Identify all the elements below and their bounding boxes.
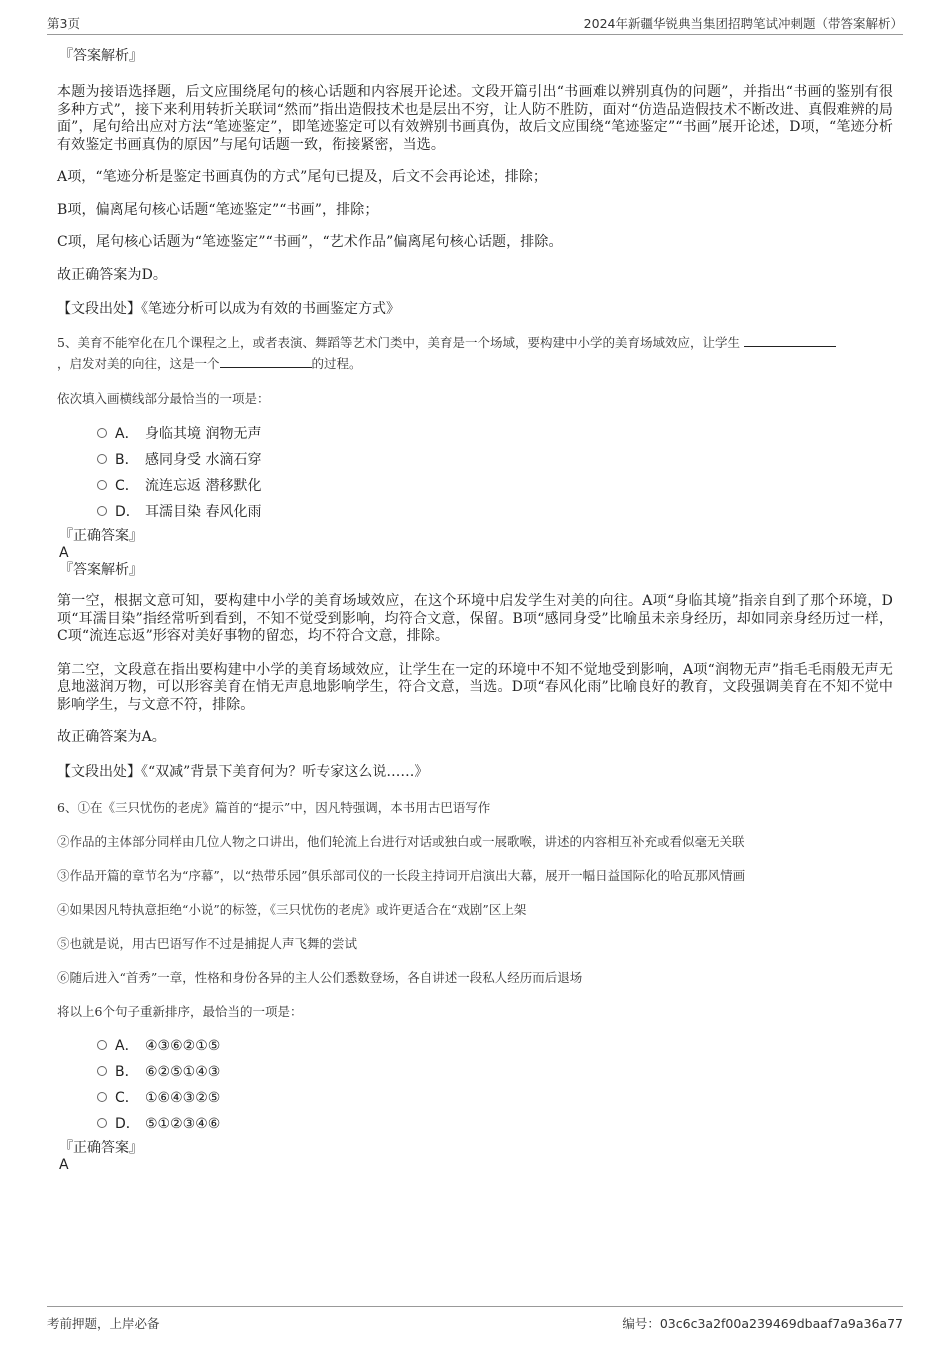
document-title: 2024年新疆华锐典当集团招聘笔试冲刺题（带答案解析） [583,16,903,31]
q4-analysis-paragraph: 故正确答案为D。 [57,266,168,283]
q5-option-a[interactable]: A． 身临其境 润物无声 [97,421,893,447]
radio-icon[interactable] [97,1040,107,1050]
q4-analysis-paragraph: C项，尾句核心话题为“笔迹鉴定”“书画”，“艺术作品”偏离尾句核心话题，排除。 [57,234,563,250]
q6-sentence: ③作品开篇的章节名为“序幕”，以“热带乐园”俱乐部司仪的一长段主持词开启演出大幕，展开一幅日益国际化的哈瓦那风情画 [57,867,746,883]
document-body [57,42,893,1174]
q4-analysis-paragraph: A项，“笔迹分析是鉴定书画真伪的方式”尾句已提及，后文不会再论述，排除； [57,169,548,185]
q6-sentence: ④如果因凡特执意拒绝“小说”的标签，《三只忧伤的老虎》或许更适合在“戏剧”区上架 [57,901,527,917]
q5-source: 【文段出处】《“双减”背景下美育何为？听专家这么说……》 [57,763,429,780]
q6-sentence: ⑥随后进入“首秀”一章，性格和身份各异的主人公们悉数登场，各自讲述一段私人经历而后退场 [57,969,583,985]
q6-sentence: 6、①在《三只忧伤的老虎》篇首的“提示”中，因凡特强调，本书用古巴语写作 [57,799,491,815]
q5-stem [57,332,893,374]
q6-options [97,1033,893,1137]
q6-answer-heading: 『正确答案』 [59,1139,143,1156]
q5-stem-part: 的过程。 [311,356,362,371]
q5-options [97,421,893,525]
q5-analysis-paragraph: 故正确答案为A。 [57,729,166,745]
q6-option-a[interactable]: A． ④③⑥②①⑤ [97,1033,893,1059]
q5-analysis-paragraph: 第二空，文段意在指出要构建中小学的美育场域效应，让学生在一定的环境中不知不觉地受到影响，A项“润物无声”指毛毛雨般无声无息地滋润万物，可以形容美育在悄无声息地影响学生，符合文意，当选。D项“春风化雨”比喻良好的教育，文段强调美育在不知不觉中影响学生，与文意不符，排除。 [57,661,893,713]
q5-option-c[interactable]: C． 流连忘返 潜移默化 [97,473,893,499]
radio-icon[interactable] [97,1092,107,1102]
page-footer [47,1306,903,1331]
radio-icon[interactable] [97,1118,107,1128]
radio-icon[interactable] [97,454,107,464]
q4-analysis-heading: 『答案解析』 [59,48,143,64]
q5-stem-part: ，启发对美的向往，这是一个 [57,356,220,371]
q5-stem-part: 5、美育不能窄化在几个课程之上，或者表演、舞蹈等艺术门类中，美育是一个场域，要构建中小学的美育场域效应，让学生 [57,335,740,350]
q5-answer-value: A [59,545,69,561]
q5-option-d[interactable]: D． 耳濡目染 春风化雨 [97,499,893,525]
q5-answer-heading: 『正确答案』 [59,528,143,544]
q6-sentence: ⑤也就是说，用古巴语写作不过是捕捉人声飞舞的尝试 [57,935,358,951]
q5-analysis-paragraph: 第一空，根据文意可知，要构建中小学的美育场域效应，在这个环境中启发学生对美的向往。A项“身临其境”指亲自到了那个环境，D项“耳濡目染”指经常听到看到，不知不觉受到影响，均符合文意，保留。B项“感同身受”比喻虽未亲身经历，却如同亲身经历过一样，C项“流连忘返”形容对美好事物的留恋，均不符合文意，排除。 [57,593,893,644]
radio-icon[interactable] [97,506,107,516]
q6-option-b[interactable]: B． ⑥②⑤①④③ [97,1059,893,1085]
q6-option-d[interactable]: D． ⑤①②③④⑥ [97,1111,893,1137]
q4-analysis-paragraph: 本题为接语选择题，后文应围绕尾句的核心话题和内容展开论述。文段开篇引出“书画难以辨别真伪的问题”，并指出“书画的鉴别有很多种方式”，接下来利用转折关联词“然而”指出造假技术也是层出不穷，让人防不胜防，面对“仿造品造假技术不断改进、真假难辨的局面”，尾句给出应对方法“笔迹鉴定”，即笔迹鉴定可以有效辨别书画真伪，故后文应围绕“笔迹鉴定”“书画”展开论述，D项，“笔迹分析有效鉴定书画真伪的原因”与尾句话题一致，衔接紧密，当选。 [57,84,893,153]
page-header [47,12,903,35]
q6-prompt: 将以上6个句子重新排序，最恰当的一项是： [57,1003,303,1019]
radio-icon[interactable] [97,480,107,490]
fill-blank-2 [220,355,312,368]
footer-slogan: 考前押题，上岸必备 [47,1316,160,1331]
q5-prompt: 依次填入画横线部分最恰当的一项是： [57,391,270,406]
q6-answer-value: A [59,1156,69,1173]
q4-analysis-paragraph: B项，偏离尾句核心话题“笔迹鉴定”“书画”，排除； [57,201,379,218]
q6-sentence: ②作品的主体部分同样由几位人物之口讲出，他们轮流上台进行对话或独白或一展歌喉，讲述的内容相互补充或看似毫无关联 [57,833,745,849]
page-number: 第3页 [47,16,80,31]
q5-option-b[interactable]: B． 感同身受 水滴石穿 [97,447,893,473]
radio-icon[interactable] [97,428,107,438]
radio-icon[interactable] [97,1066,107,1076]
q4-source: 【文段出处】《笔迹分析可以成为有效的书画鉴定方式》 [57,301,400,317]
q6-option-c[interactable]: C． ①⑥④③②⑤ [97,1085,893,1111]
q5-analysis-heading: 『答案解析』 [59,562,143,578]
fill-blank-1 [744,334,836,347]
document-code: 编号：03c6c3a2f00a239469dbaaf7a9a36a77 [622,1316,903,1331]
